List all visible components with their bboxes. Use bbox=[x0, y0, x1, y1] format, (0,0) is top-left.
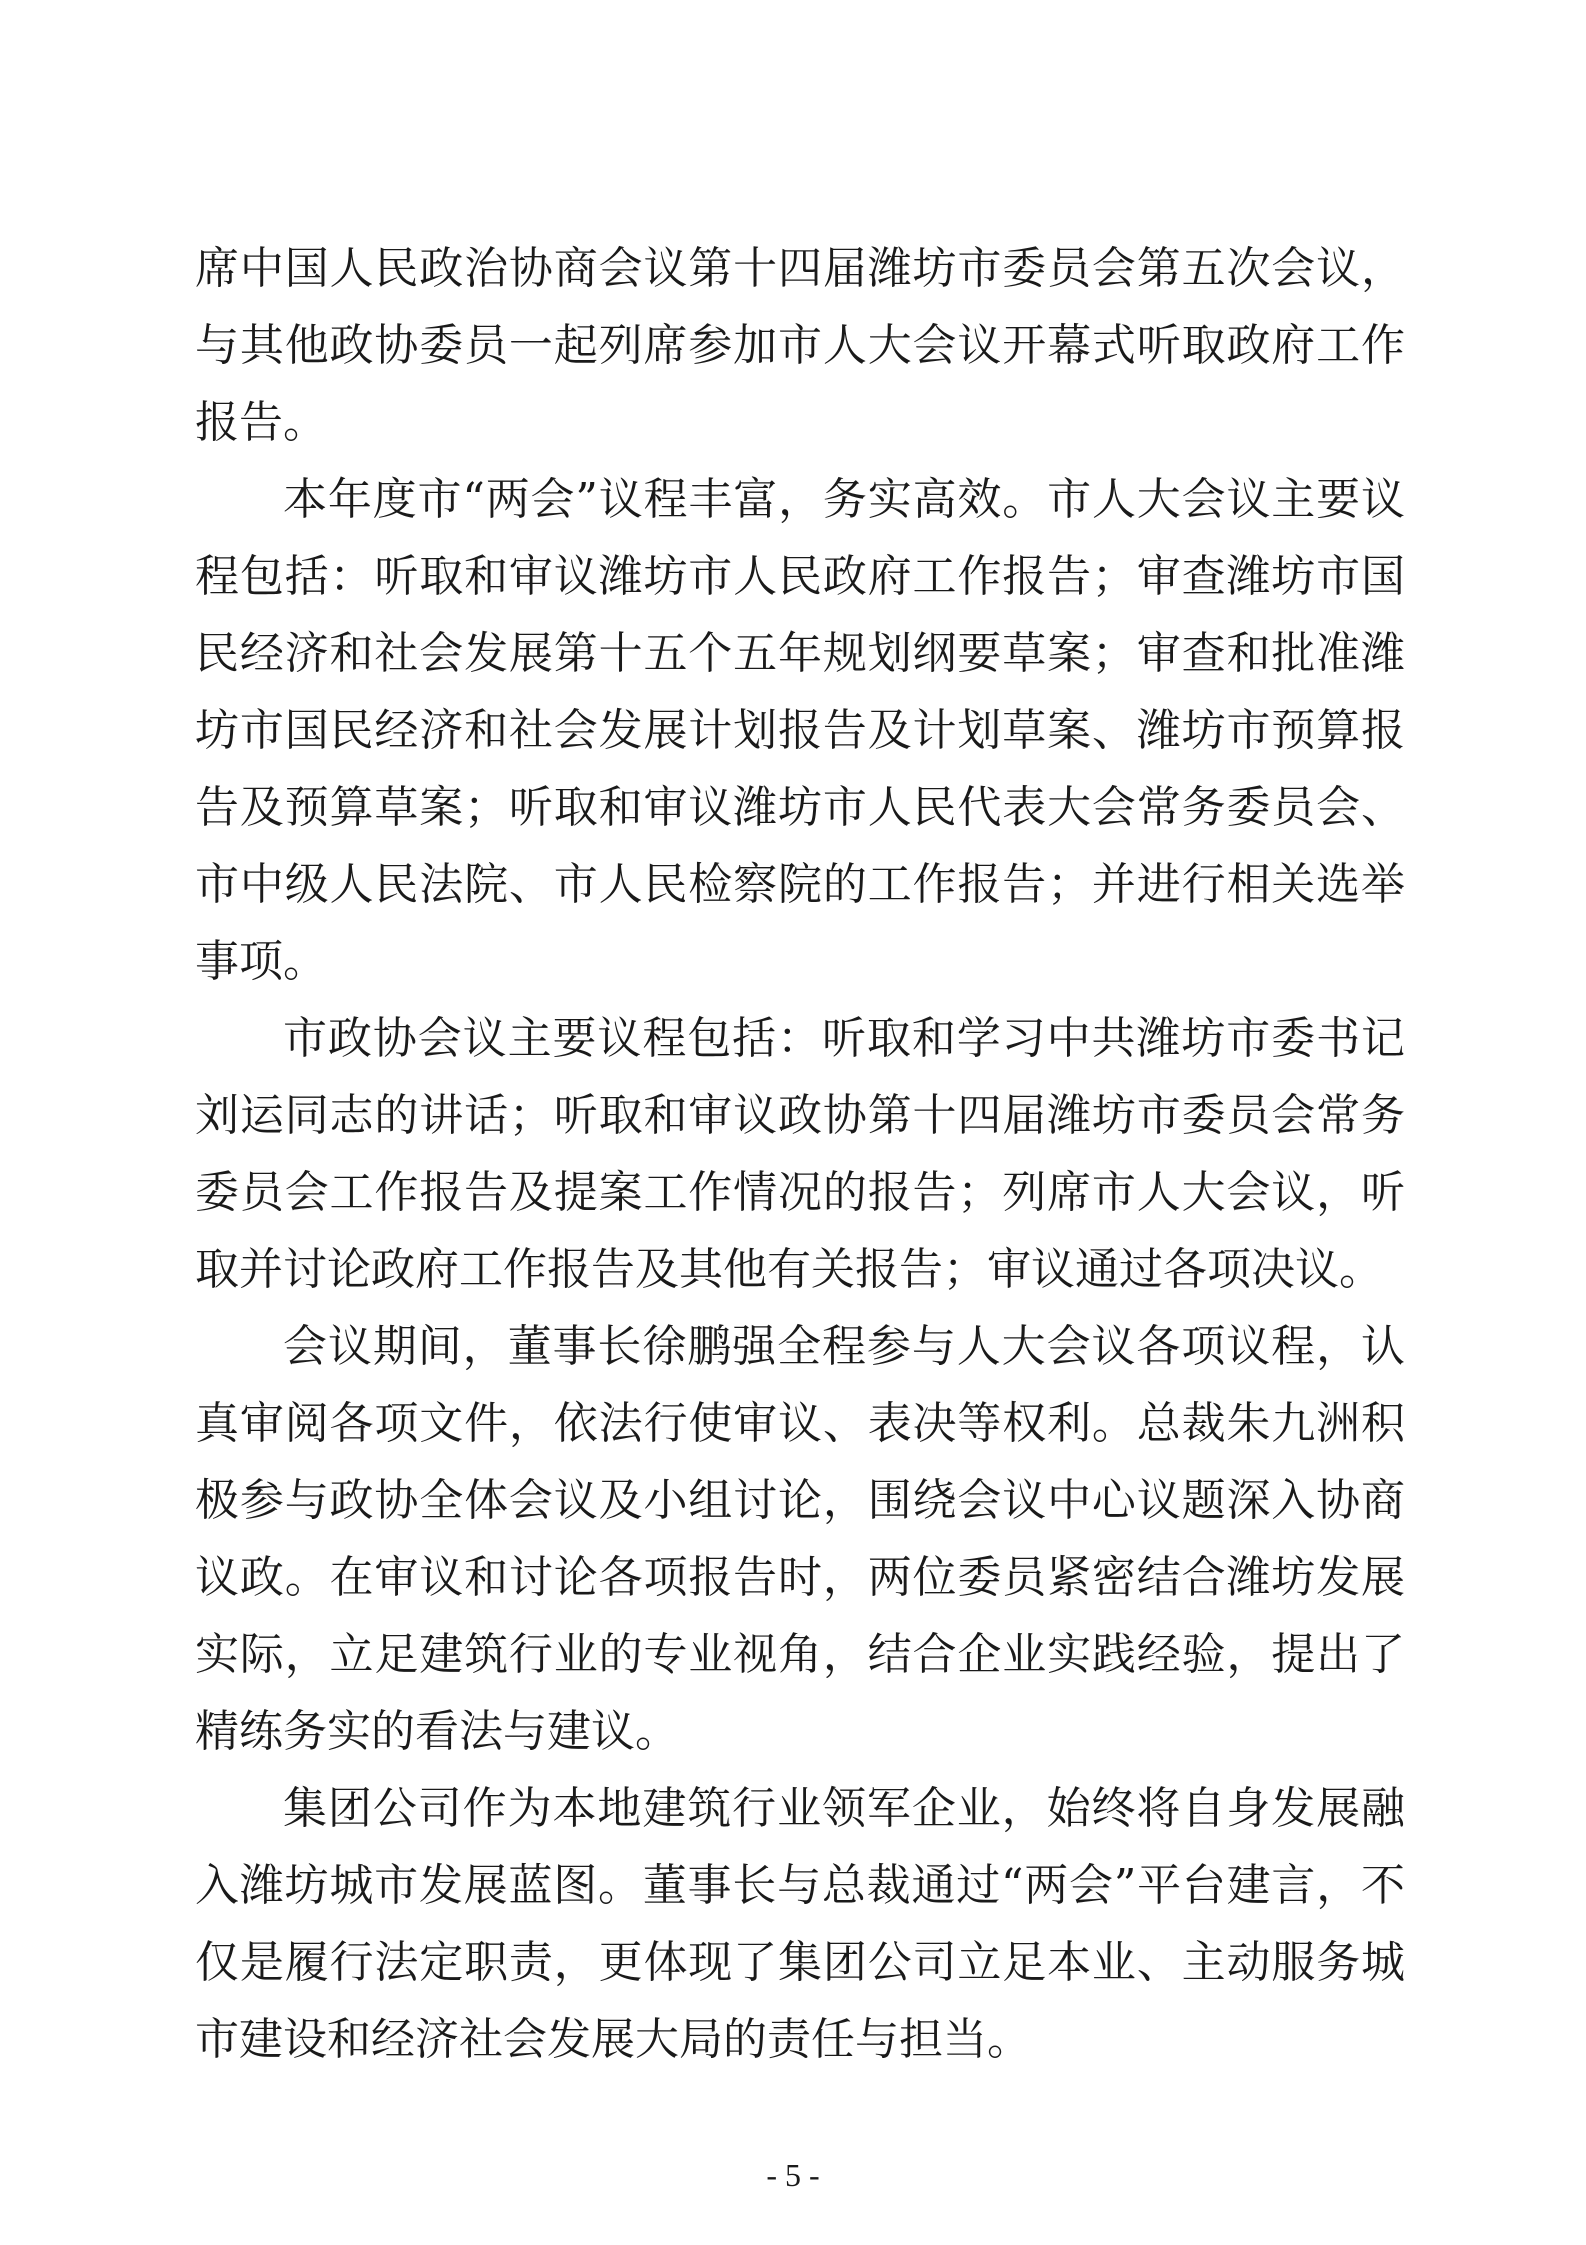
paragraph-group-responsibility: 集团公司作为本地建筑行业领军企业，始终将自身发展融入潍坊城市发展蓝图。董事长与总裁通过“两会”平台建言，不仅是履行法定职责，更体现了集团公司立足本业、主动服务城市建设和经济社会发展大局的责任与担当。 bbox=[195, 1783, 1405, 2065]
paragraph-agenda-overview: 本年度市“两会”议程丰富，务实高效。市人大会议主要议程包括：听取和审议潍坊市人民政府工作报告；审查潍坊市国民经济和社会发展第十五个五年规划纲要草案；审查和批准潍坊市国民经济和社会发展计划报告及计划草案、潍坊市预算报告及预算草案；听取和审议潍坊市人民代表大会常务委员会、市中级人民法院、市人民检察院的工作报告；并进行相关选举事项。 bbox=[195, 474, 1405, 987]
paragraph-meeting-participation: 会议期间，董事长徐鹏强全程参与人大会议各项议程，认真审阅各项文件，依法行使审议、表决等权利。总裁朱九洲积极参与政协全体会议及小组讨论，围绕会议中心议题深入协商议政。在审议和讨论各项报告时，两位委员紧密结合潍坊发展实际，立足建筑行业的专业视角，结合企业实践经验，提出了精练务实的看法与建议。 bbox=[195, 1321, 1405, 1757]
page-number: - 5 - bbox=[766, 2157, 820, 2193]
paragraph-cppcc-agenda: 市政协会议主要议程包括：听取和学习中共潍坊市委书记刘运同志的讲话；听取和审议政协第十四届潍坊市委员会常务委员会工作报告及提案工作情况的报告；列席市人大会议，听取并讨论政府工作报告及其他有关报告；审议通过各项决议。 bbox=[195, 1013, 1405, 1295]
body-text bbox=[195, 230, 1405, 2078]
paragraph-continued: 席中国人民政治协商会议第十四届潍坊市委员会第五次会议，与其他政协委员一起列席参加市人大会议开幕式听取政府工作报告。 bbox=[195, 243, 1405, 448]
